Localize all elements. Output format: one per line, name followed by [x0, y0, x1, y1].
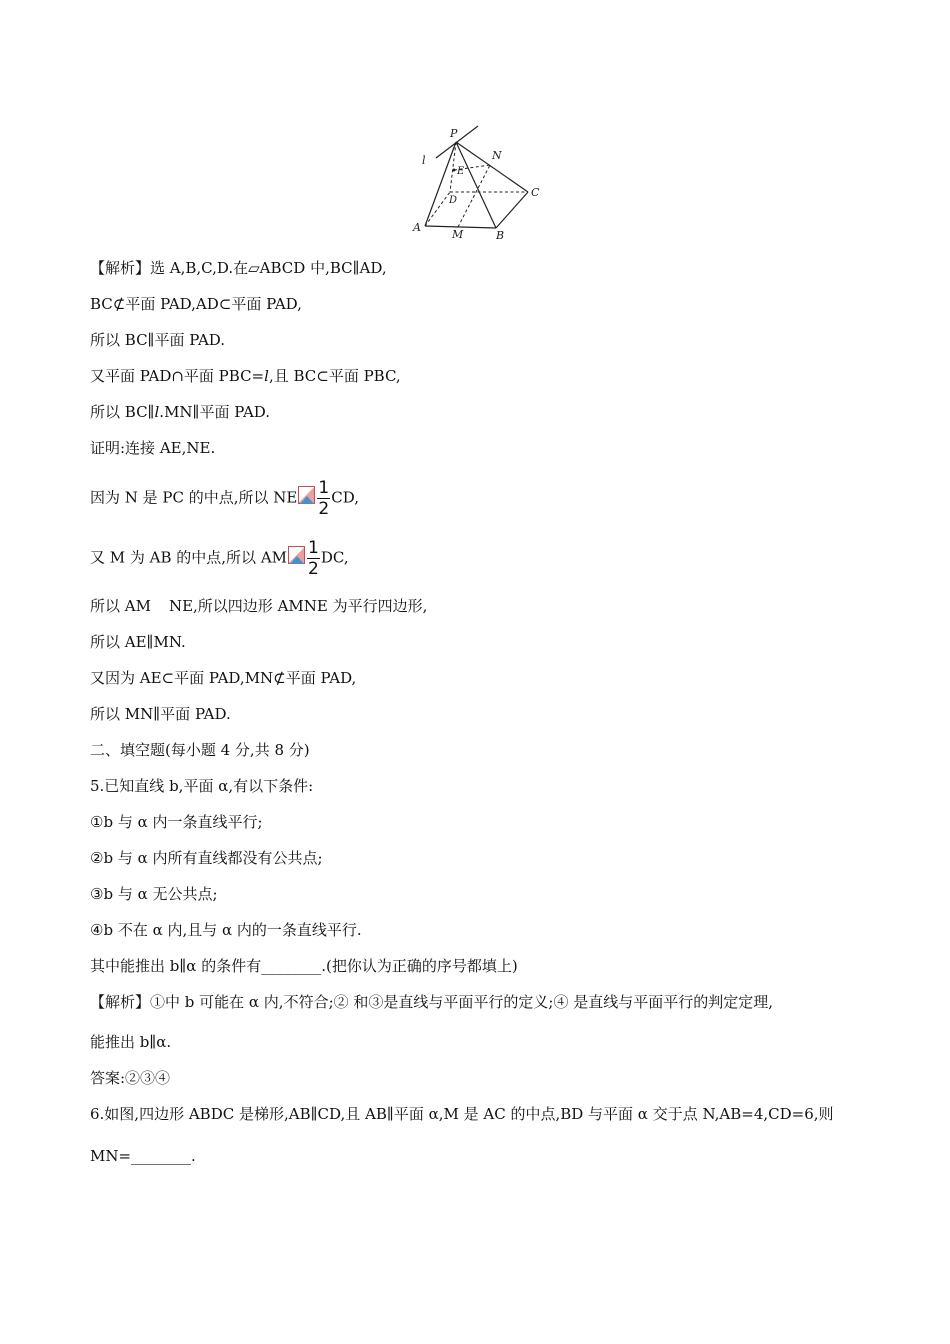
condition-3: ③b 与 α 无公共点;	[90, 885, 218, 903]
text-part: ,且 BC⊂平面 PBC,	[268, 367, 401, 385]
text-part: 又 M 为 AB 的中点,所以 AM	[90, 548, 288, 567]
question-6: 6.如图,四边形 ABDC 是梯形,AB∥CD,且 AB∥平面 α,M 是 AC 的中点,BD 与平面 α 交于点 N,AB=4,CD=6,则	[90, 1105, 834, 1123]
label-P: P	[450, 127, 458, 140]
text-part: DC,	[320, 548, 349, 567]
label-C: C	[531, 186, 540, 199]
broken-image-icon	[288, 546, 306, 566]
text-part: CD,	[331, 488, 359, 507]
analysis-5: 【解析】①中 b 可能在 α 内,不符合;② 和③是直线与平面平行的定义;④ 是直线与平面平行的判定定理,	[90, 993, 773, 1011]
condition-4: ④b 不在 α 内,且与 α 内的一条直线平行.	[90, 921, 362, 939]
text-part: 所以 AM	[90, 597, 151, 615]
point-E	[453, 169, 456, 172]
answer-5: 答案:②③④	[90, 1069, 171, 1087]
question-5: 5.已知直线 b,平面 α,有以下条件:	[90, 777, 314, 795]
fraction-half: $\frac{1}{2}$	[308, 538, 319, 579]
analysis-5-cont: 能推出 b∥α.	[90, 1033, 172, 1051]
proof-line-parallelogram	[90, 596, 427, 616]
edge-PB	[456, 142, 496, 228]
text-part: 所以 BC∥	[90, 403, 155, 421]
solution-line-3: 所以 BC∥平面 PAD.	[90, 331, 226, 349]
label-E: E	[457, 166, 465, 177]
label-D: D	[449, 195, 458, 206]
broken-image-icon	[298, 486, 316, 506]
symbol-l: l	[154, 403, 160, 421]
edge-BC	[496, 192, 528, 228]
symbol-l: l	[264, 367, 269, 385]
label-M: M	[452, 228, 464, 241]
text-part: NE,所以四边形 AMNE 为平行四边形,	[168, 597, 428, 615]
question-6-cont: MN=________.	[90, 1147, 196, 1165]
text-part: .MN∥平面 PAD.	[159, 403, 271, 421]
solution-line-5	[90, 402, 270, 422]
section-heading: 二、填空题(每小题 4 分,共 8 分)	[90, 741, 310, 759]
geometry-figure	[408, 122, 558, 244]
proof-line-AM	[90, 538, 349, 579]
edge-AD	[425, 192, 450, 226]
proof-conclusion: 所以 MN∥平面 PAD.	[90, 705, 231, 723]
proof-line-NE	[90, 478, 359, 519]
label-N: N	[492, 149, 502, 162]
proof-intro: 证明:连接 AE,NE.	[90, 439, 216, 457]
question-5-prompt: 其中能推出 b∥α 的条件有________.(把你认为正确的序号都填上)	[90, 957, 518, 975]
solution-line-2: BC⊄平面 PAD,AD⊂平面 PAD,	[90, 295, 302, 313]
label-B: B	[496, 229, 505, 242]
proof-line-AE-MN: 所以 AE∥MN.	[90, 633, 186, 651]
pyramid-diagram	[408, 122, 558, 244]
solution-line-1: 【解析】选 A,B,C,D.在▱ABCD 中,BC∥AD,	[90, 259, 387, 277]
fraction-half: $\frac{1}{2}$	[318, 478, 330, 519]
condition-2: ②b 与 α 内所有直线都没有公共点;	[90, 849, 323, 867]
text-part: 又平面 PAD∩平面 PBC=	[90, 367, 265, 385]
text-part: 因为 N 是 PC 的中点,所以 NE	[90, 488, 298, 507]
label-A: A	[413, 221, 421, 234]
label-l: l	[422, 154, 426, 167]
condition-1: ①b 与 α 内一条直线平行;	[90, 813, 263, 831]
solution-line-4	[90, 366, 401, 386]
proof-line-subset: 又因为 AE⊂平面 PAD,MN⊄平面 PAD,	[90, 669, 357, 687]
